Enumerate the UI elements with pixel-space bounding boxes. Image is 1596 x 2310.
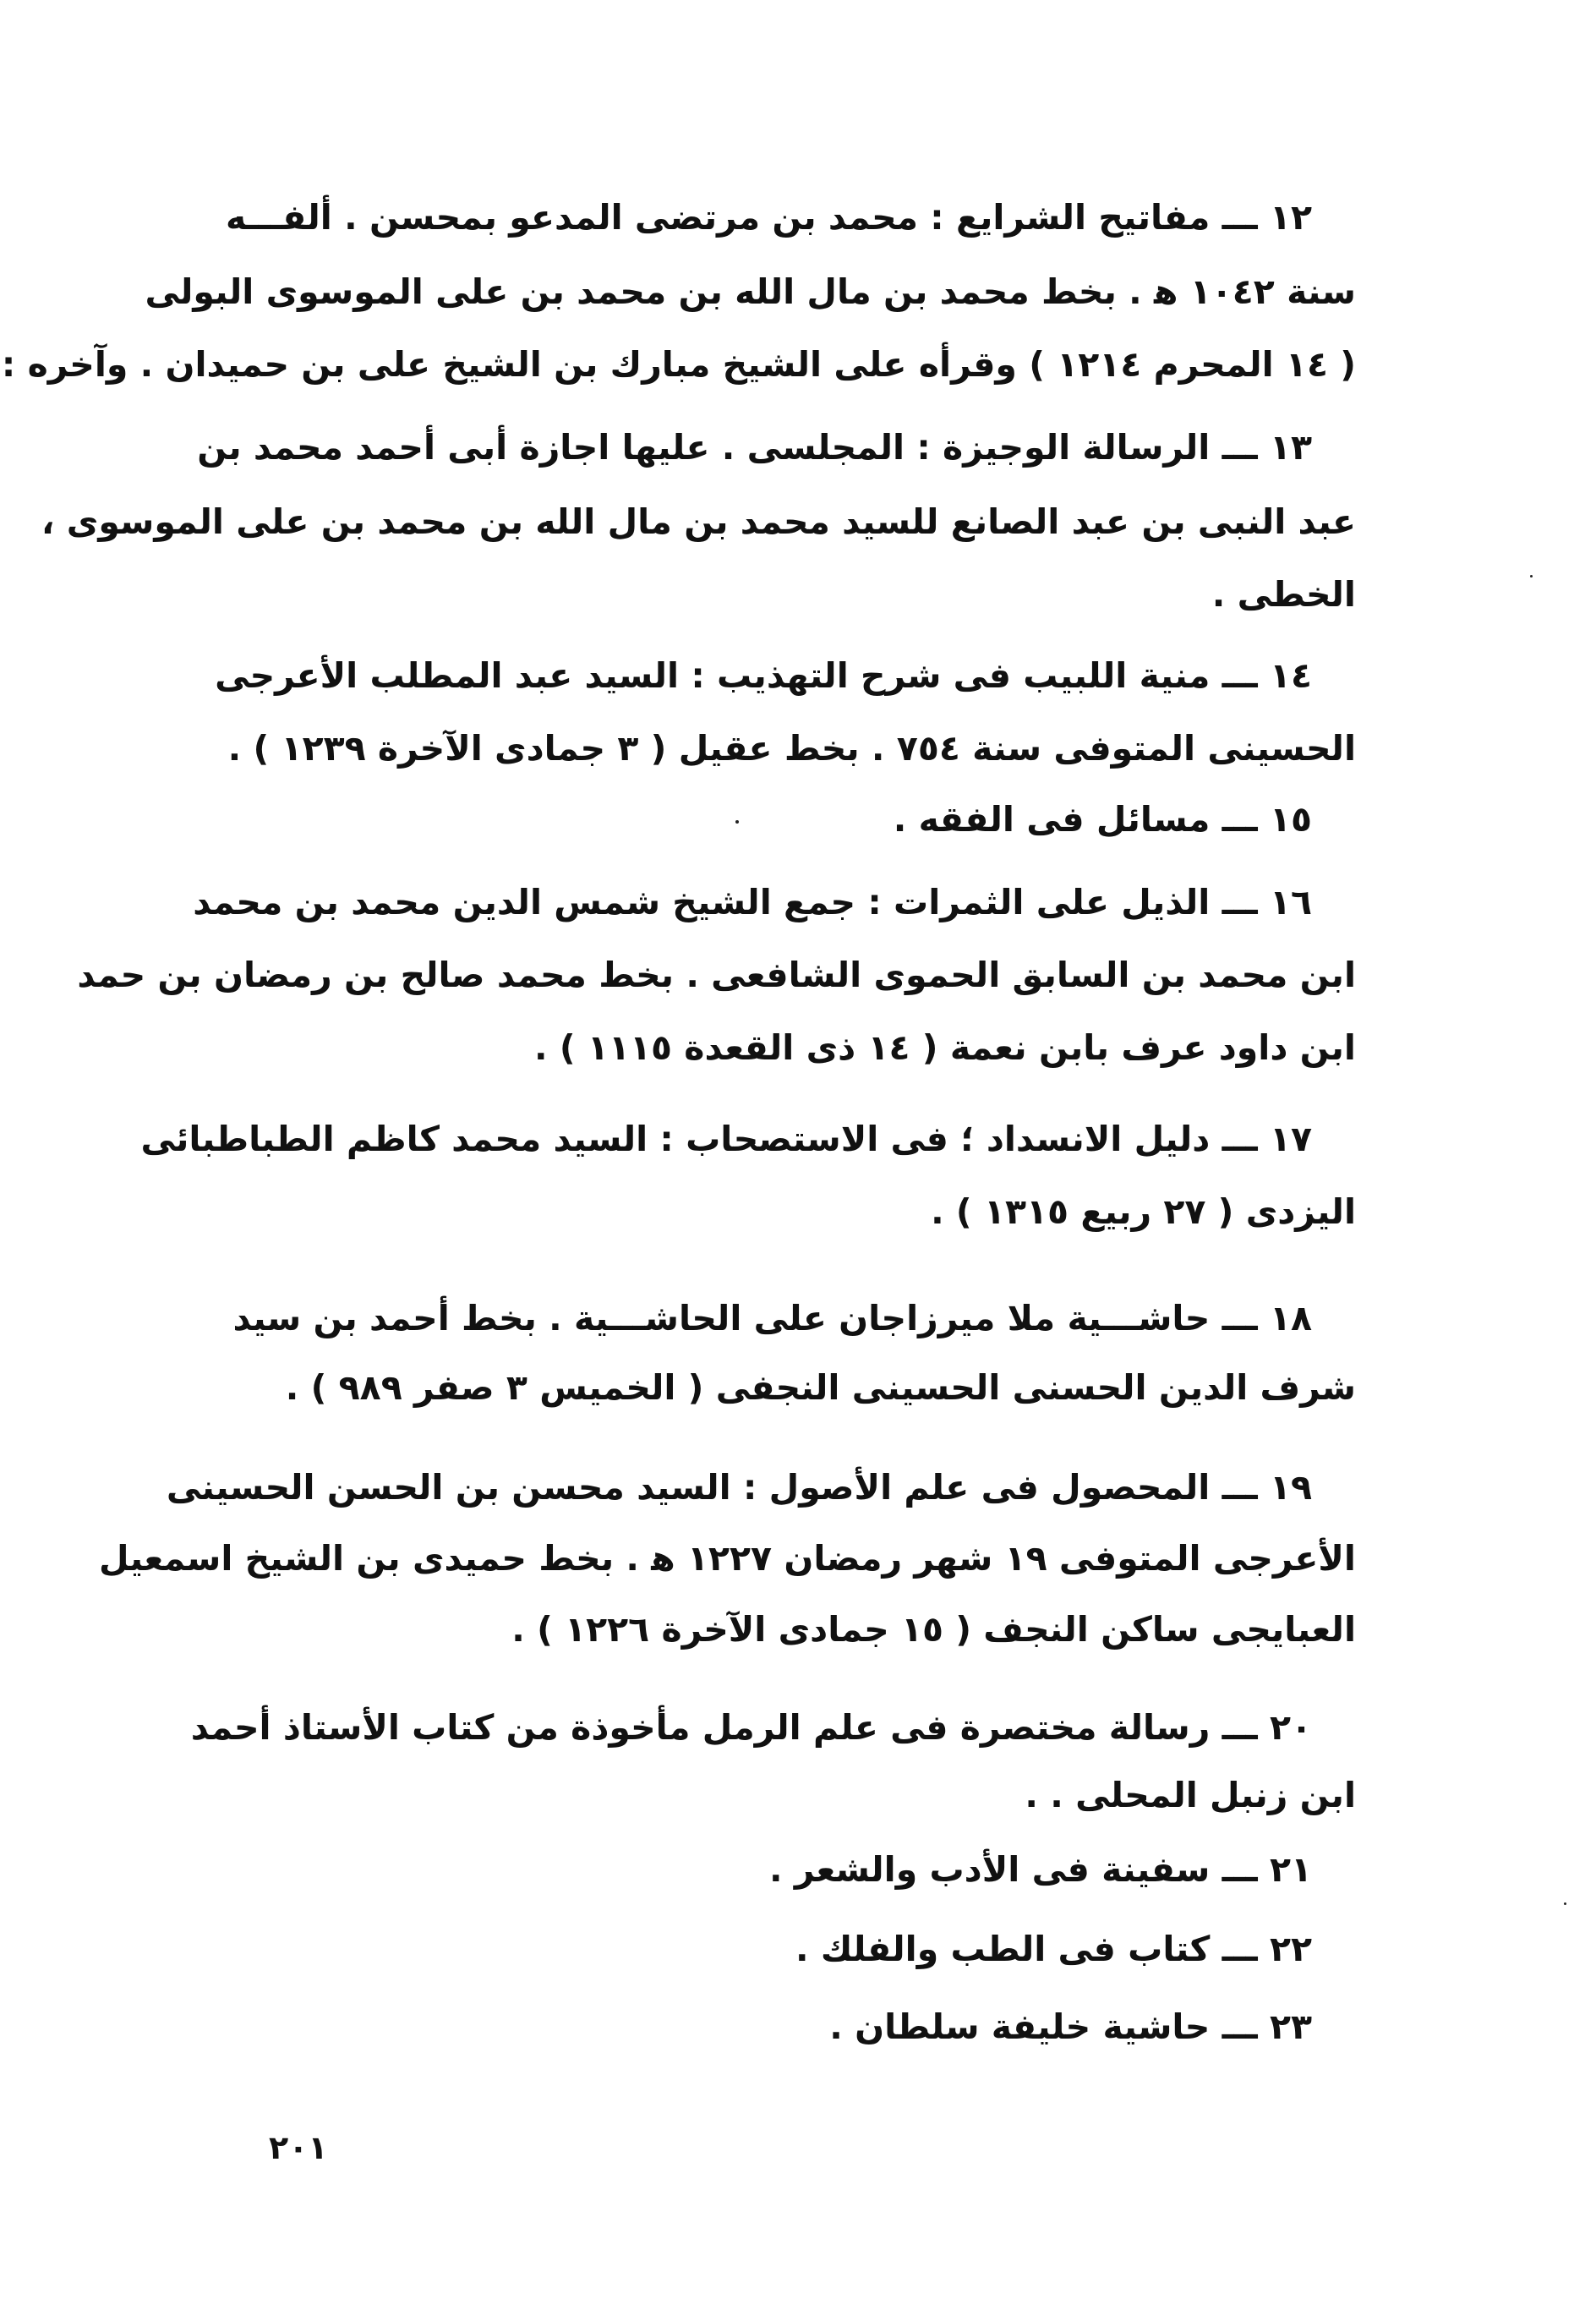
entry-line: ١٧ ـــ دليل الانسداد ؛ فى الاستصحاب : السيد محمد كاظم الطباطبائى <box>140 1119 1312 1159</box>
entry-line: شرف الدين الحسنى الحسينى النجفى ( الخميس ٣ صفر ٩٨٩ ) . <box>285 1367 1356 1408</box>
entry-line: الخطى . <box>1211 574 1356 615</box>
entry-line: عبد النبى بن عبد الصانع للسيد محمد بن مال الله بن محمد بن على الموسوى ، <box>41 501 1356 542</box>
entry-line: ١٢ ـــ مفاتيح الشرايع : محمد بن مرتضى المدعو بمحسن . ألفـــه <box>226 197 1312 238</box>
entry-line: الأعرجى المتوفى ١٩ شهر رمضان ١٢٢٧ ﻫ . بخط حميدى بن الشيخ اسمعيل <box>99 1538 1356 1579</box>
entry-line: الحسينى المتوفى سنة ٧٥٤ . بخط عقيل ( ٣ جمادى الآخرة ١٢٣٩ ) . <box>227 728 1356 769</box>
entry-line: ابن زنبل المحلى . . <box>1025 1775 1356 1815</box>
entry-line: ١٤ ـــ منية اللبيب فى شرح التهذيب : السيد عبد المطلب الأعرجى <box>215 655 1312 696</box>
entry-line: ٢٢ ـــ كتاب فى الطب والفلك . <box>795 1929 1312 1969</box>
entry-line: ١٥ ـــ مسائل فى الفقه . <box>893 799 1312 840</box>
entry-line: العبايجى ساكن النجف ( ١٥ جمادى الآخرة ١٢٢٦ ) . <box>511 1609 1356 1650</box>
entry-line: ١٩ ـــ المحصول فى علم الأصول : السيد محسن بن الحسن الحسينى <box>166 1467 1312 1508</box>
scan-speck <box>1530 575 1533 578</box>
scan-speck <box>735 820 739 824</box>
entry-line: ١٦ ـــ الذيل على الثمرات : جمع الشيخ شمس الدين محمد بن محمد <box>193 882 1312 922</box>
entry-line: سنة ١٠٤٢ ﻫ . بخط محمد بن مال الله بن محمد بن على الموسوى البولى <box>145 271 1356 312</box>
entry-line: ٢٣ ـــ حاشية خليفة سلطان . <box>829 2006 1312 2047</box>
entry-line: اليزدى ( ٢٧ ربيع ١٣١٥ ) . <box>931 1191 1356 1232</box>
entry-line: ٢١ ـــ سفينة فى الأدب والشعر . <box>769 1849 1312 1890</box>
entry-line: ١٨ ـــ حاشـــية ملا ميرزاجان على الحاشـــية . بخط أحمد بن سيد <box>232 1298 1312 1338</box>
entry-line: ابن محمد بن السابق الحموى الشافعى . بخط محمد صالح بن رمضان بن حمد <box>77 955 1356 995</box>
entry-line: ١٣ ـــ الرسالة الوجيزة : المجلسى . عليها اجازة أبى أحمد محمد بن <box>197 427 1312 468</box>
scan-speck <box>1564 1902 1566 1905</box>
entry-line: ( ١٤ المحرم ١٢١٤ ) وقرأه على الشيخ مبارك بن الشيخ على بن حميدان . وآخره : <box>1 344 1356 385</box>
entry-line: ٢٠ ـــ رسالة مختصرة فى علم الرمل مأخوذة من كتاب الأستاذ أحمد <box>190 1707 1312 1748</box>
page-number: ٢٠١ <box>269 2129 328 2166</box>
entry-line: ابن داود عرف بابن نعمة ( ١٤ ذى القعدة ١١١٥ ) . <box>534 1027 1356 1068</box>
